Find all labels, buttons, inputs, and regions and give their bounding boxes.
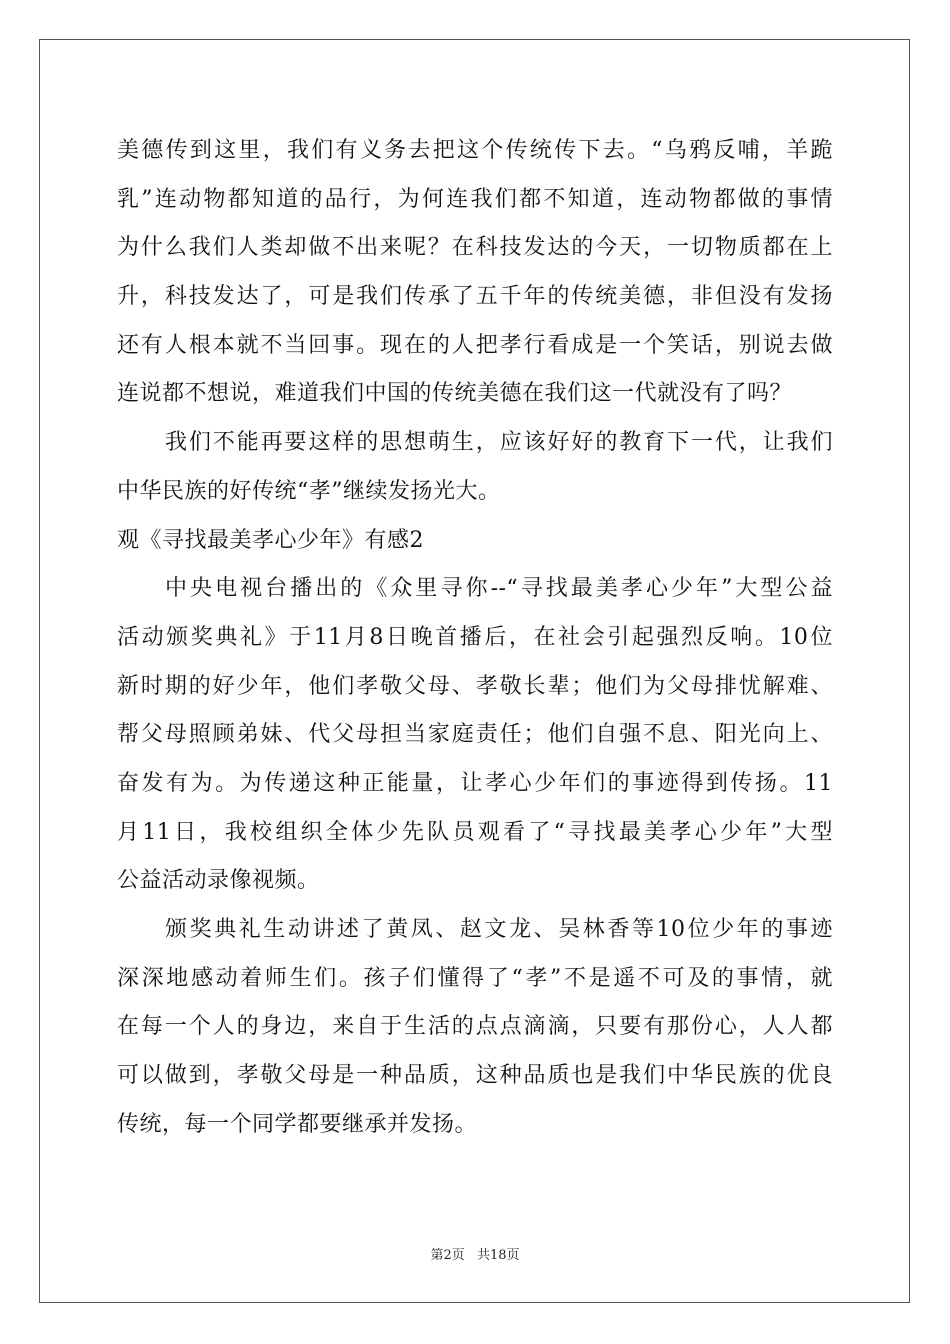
text-line: 传统，每一个同学都要继承并发扬。 <box>117 1111 478 1137</box>
text-line: 深深地感动着师生们。孩子们懂得了“孝”不是遥不可及的事情，就 <box>117 965 833 991</box>
text-line: 中华民族的好传统“孝”继续发扬光大。 <box>117 478 501 504</box>
text-line: 连说都不想说，难道我们中国的传统美德在我们这一代就没有了吗？ <box>117 381 793 407</box>
text-line: 新时期的好少年，他们孝敬父母、孝敬长辈；他们为父母排忧解难、 <box>117 673 833 699</box>
text-line: 为什么我们人类却做不出来呢？在科技发达的今天，一切物质都在上 <box>117 235 833 261</box>
text-line: 公益活动录像视频。 <box>117 868 320 894</box>
text-line: 在每一个人的身边，来自于生活的点点滴滴，只要有那份心，人人都 <box>117 1014 833 1040</box>
text-line: 活动颁奖典礼》于11月8日晚首播后，在社会引起强烈反响。10位 <box>117 624 833 650</box>
text-line: 颁奖典礼生动讲述了黄凤、赵文龙、吴林香等10位少年的事迹 <box>165 917 833 942</box>
text-line: 升，科技发达了，可是我们传承了五千年的传统美德，非但没有发扬 <box>117 284 833 310</box>
text-line: 美德传到这里，我们有义务去把这个传统传下去。“乌鸦反哺，羊跪 <box>117 138 833 163</box>
text-line: 观《寻找最美孝心少年》有感2 <box>117 527 424 553</box>
text-line: 月11日，我校组织全体少先队员观看了“寻找最美孝心少年”大型 <box>117 819 833 845</box>
page-total: 共18页 <box>476 1248 520 1263</box>
text-line: 可以做到，孝敬父母是一种品质，这种品质也是我们中华民族的优良 <box>117 1063 833 1089</box>
text-line: 乳”连动物都知道的品行，为何连我们都不知道，连动物都做的事情 <box>117 186 833 212</box>
text-line: 中央电视台播出的《众里寻你--“寻找最美孝心少年”大型公益 <box>165 576 833 602</box>
text-line: 我们不能再要这样的思想萌生，应该好好的教育下一代，让我们 <box>165 430 833 456</box>
text-line: 还有人根本就不当回事。现在的人把孝行看成是一个笑话，别说去做 <box>117 332 833 358</box>
page-footer <box>0 1244 950 1263</box>
text-line: 奋发有为。为传递这种正能量，让孝心少年们的事迹得到传扬。11 <box>117 770 833 796</box>
page-number: 第2页 <box>430 1248 465 1263</box>
text-line: 帮父母照顾弟妹、代父母担当家庭责任；他们自强不息、阳光向上、 <box>117 722 833 748</box>
document-body <box>117 127 833 1149</box>
